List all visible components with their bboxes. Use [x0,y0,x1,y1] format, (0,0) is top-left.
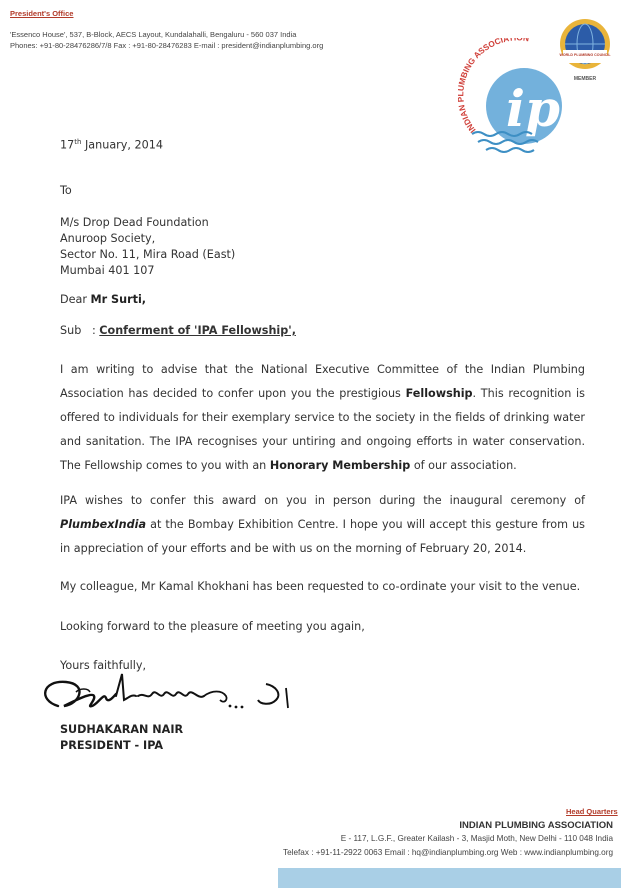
letter-date [60,138,163,152]
date-day: 17 [60,138,75,152]
to-label: To [60,184,72,197]
p2-text: at the Bombay Exhibition Centre. I hope you will accept this gesture from us in appreciation of your efforts and be with us on the morning of February 20, 2014. [60,518,585,555]
subject-label: Sub : [60,324,100,337]
hq-label: Head Quarters [566,807,618,816]
paragraph-1 [60,358,585,478]
salutation-prefix: Dear [60,293,91,306]
p2-plumbex: PlumbexIndia [60,518,146,531]
wpc-text: WORLD PLUMBING COUNCIL [559,53,611,57]
p1-text: . This recognition is offered to individuals for their exemplary service to the society in the fields of drinking water and sanitation. The IPA recognises your untiring and ongoing efforts in water conservation. The Fellowship comes to you with an [60,387,585,472]
paragraph-2 [60,489,585,561]
p1-fellowship: Fellowship [405,387,473,400]
signer-title: PRESIDENT - IPA [60,739,164,752]
recipient-line: Sector No. 11, Mira Road (East) [60,248,236,261]
footer-contact: Telefax : +91-11-2922 0063 Email : hq@indianplumbing.org Web : www.indianplumbing.org [282,848,613,857]
recipient-line: Anuroop Society, [60,232,156,245]
office-address: 'Essenco House', 537, B-Block, AECS Layout, Kundalahalli, Bengaluru - 560 037 India [10,30,297,39]
p1-text: of our association. [410,459,517,472]
recipient-line: Mumbai 401 107 [60,264,155,277]
ipa-arc-text: INDIA BING ASSOCIA [458,38,510,136]
signature [36,670,296,722]
p1-honorary: Honorary Membership [269,459,411,472]
date-rest: January, 2014 [81,138,163,152]
recipient-line: M/s Drop Dead Foundation [60,216,209,229]
subject-line [60,324,296,337]
paragraph-3: My colleague, Mr Kamal Khokhani has been requested to co-ordinate your visit to the venue. [60,580,581,593]
signer-name: SUDHAKARAN NAIR [60,723,184,736]
paragraph-4: Looking forward to the pleasure of meeting you again, [60,620,365,633]
wpc-member-text: MEMBER [573,76,597,82]
salutation [60,293,146,306]
salutation-name: Mr Surti, [90,293,147,306]
ipa-monogram: ip [506,79,560,138]
office-title: President's Office [10,9,74,18]
date-suffix: th [74,138,82,146]
footer-bar [278,868,621,888]
footer-org-name: INDIAN PLUMBING ASSOCIATION [459,820,613,831]
wpc-logo [557,17,613,85]
office-contact: Phones: +91-80-28476286/7/8 Fax : +91-80-28476283 E-mail : president@indianplumbing.org [10,41,324,50]
footer-address: E - 117, L.G.F., Greater Kailash - 3, Masjid Moth, New Delhi - 110 048 India [340,834,613,843]
subject-text: Conferment of 'IPA Fellowship', [99,324,296,337]
closing: Yours faithfully, [60,659,147,672]
p1-text: I am writing to advise that the National Executive Committee of the Indian Plumbing Association has decided to confer upon you the prestigious [60,363,585,400]
p2-text: IPA wishes to confer this award on you in person during the inaugural ceremony of [60,494,585,507]
